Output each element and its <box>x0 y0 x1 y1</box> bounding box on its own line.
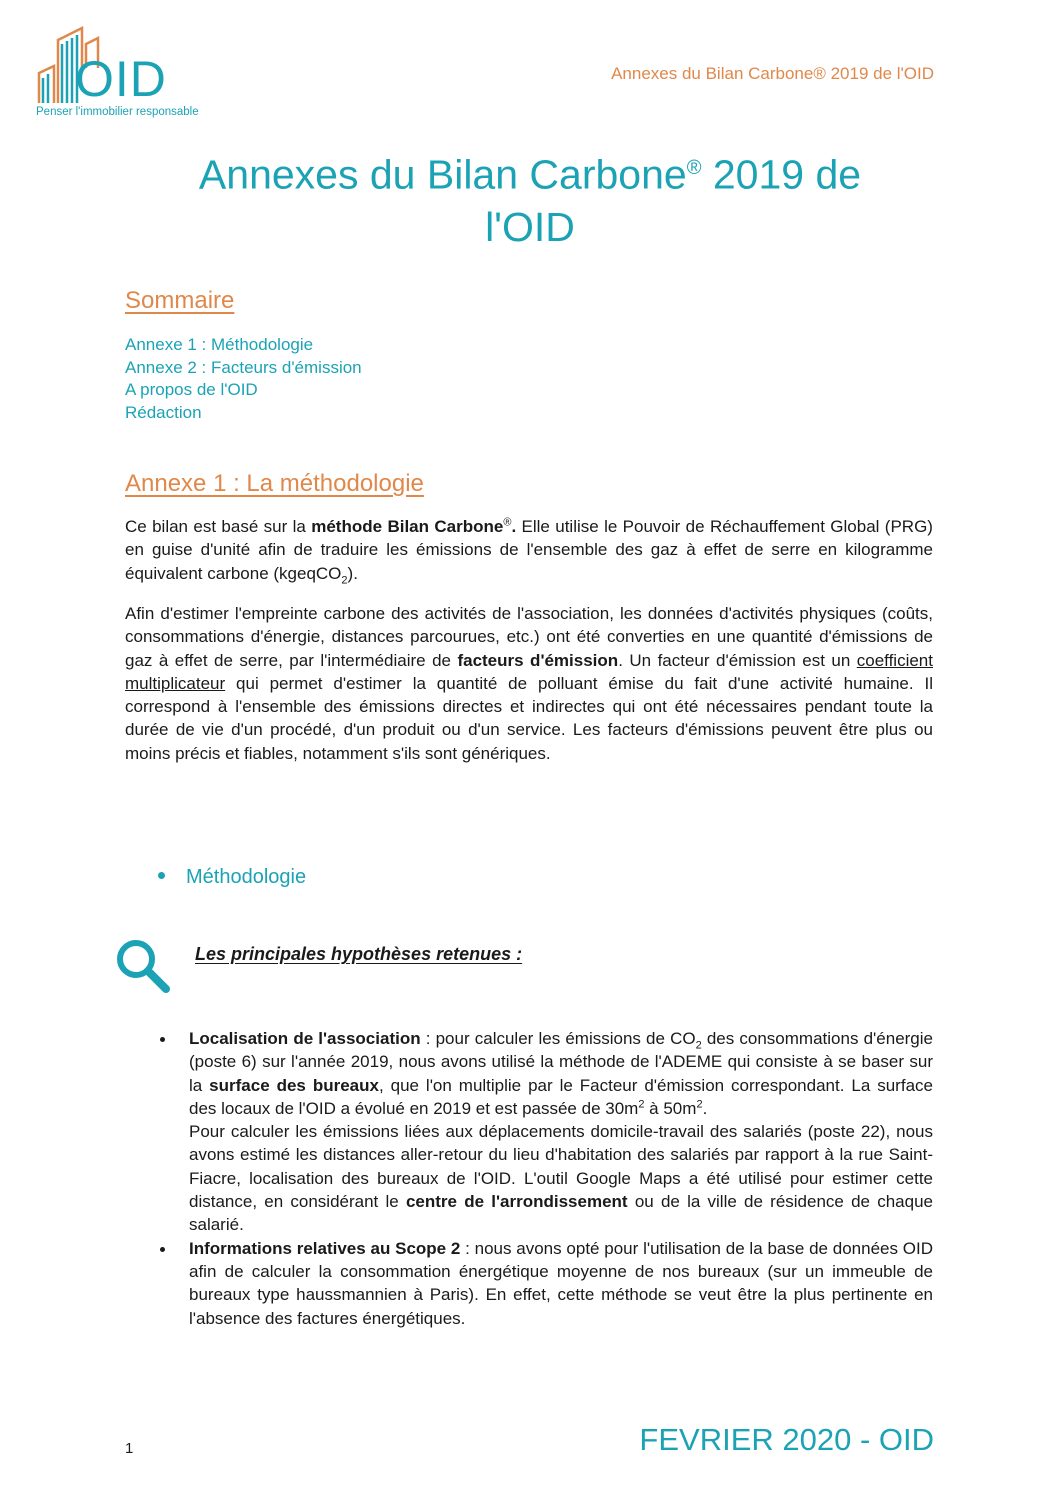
page-title <box>120 142 940 253</box>
list-item: Localisation de l'association : pour calculer les émissions de $CO_2$ des consommations d'énergie (poste 6) sur l'année 2019, nous avons utilisé la méthode de l'ADEME qui consiste à se baser sur la surface des bureaux, que l'on multiplie par le Facteur d'émission correspondant. La surface des locaux de l'OID a évolué en 2019 et est passée de $30m^2$ à $50m^2$. Pour calculer les émissions liées aux déplacements domicile-travail des salariés (poste 22), nous avons estimé les distances aller-retour du lieu d'habitation des salariés par rapport à la rue Saint-Fiacre, localisation des bureaux de l'OID. L'outil Google Maps a été utilisé pour estimer cette distance, en considérant le centre de l'arrondissement ou de la ville de résidence de chaque salarié. <box>160 1027 933 1237</box>
toc-item[interactable]: Annexe 1 : Méthodologie <box>125 335 314 354</box>
list-item: Informations relatives au Scope 2 : nous avons opté pour l'utilisation de la base de données OID afin de calculer la consommation énergétique moyenne de nos bureaux (sur un immeuble de bureaux type haussmannien à Paris). En effet, cette méthode se veut être la plus pertinente en l'absence des factures énergétiques. <box>160 1237 933 1330</box>
hypotheses-title: Les principales hypothèses retenues : <box>195 944 523 964</box>
paragraph-emission-factors: Afin d'estimer l'empreinte carbone des activités de l'association, les données d'activités physiques (coûts, consommations d'énergie, distances parcourues, etc.) ont été converties en une quantité d'émissions de gaz à effet de serre, par l'intermédiaire de facteurs d'émission. Un facteur d'émission est un coefficient multiplicateur qui permet d'estimer la quantité de polluant émise du fait d'une activité humaine. Il correspond à l'ensemble des émissions directes et indirectes qui ont été nécessaires pendant toute la durée de vie d'un procédé, d'un produit ou d'un service. Les facteurs d'émissions peuvent être plus ou moins précis et fiables, notamment s'ils sont génériques. <box>125 604 933 763</box>
paragraph-intro: Ce bilan est basé sur la méthode Bilan Carbone®. Elle utilise le Pouvoir de Réchauffement Global (PRG) en guise d'unité afin de traduire les émissions de l'ensemble des gaz à effet de serre en kilogramme équivalent carbone (kgeqCO$_2$). <box>125 516 933 586</box>
title-line2: l'OID <box>485 203 575 250</box>
page-number: 1 <box>125 1440 134 1457</box>
bullet-dot <box>158 872 165 879</box>
title-line1-end: 2019 de <box>701 151 862 198</box>
toc-item[interactable]: Rédaction <box>125 402 202 422</box>
hypotheses-list <box>160 1027 933 1330</box>
title-line1: Annexes du Bilan Carbone <box>198 151 687 198</box>
toc-heading: Sommaire <box>125 287 235 314</box>
running-header: Annexes du Bilan Carbone® 2019 de l'OID <box>611 64 934 83</box>
title-registered-mark: ® <box>686 157 702 179</box>
search-icon <box>113 936 173 996</box>
logo-tagline: Penser l'immobilier responsable <box>36 106 199 118</box>
logo-text: OID <box>75 51 167 107</box>
table-of-contents <box>125 334 362 424</box>
toc-item[interactable]: A propos de l'OID <box>125 380 258 399</box>
footer-date: FEVRIER 2020 - OID <box>639 1422 934 1457</box>
toc-item[interactable]: Annexe 2 : Facteurs d'émission <box>125 357 362 377</box>
methodology-bullet: Méthodologie <box>158 866 306 889</box>
section-heading-annexe-1: Annexe 1 : La méthodologie <box>125 470 424 497</box>
